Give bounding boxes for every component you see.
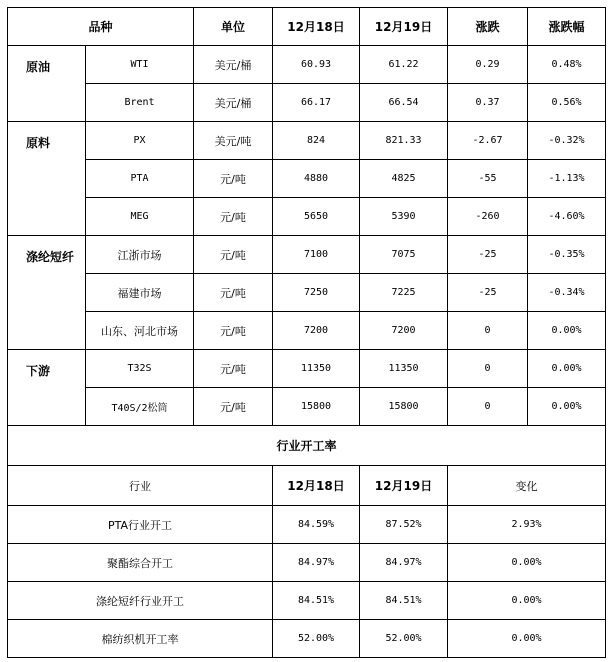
unit-cell: 元/吨 xyxy=(194,236,273,274)
operating-row xyxy=(8,544,606,582)
operating-header-change: 变化 xyxy=(448,466,606,506)
item-name: WTI xyxy=(86,46,194,84)
industry-name: PTA行业开工 xyxy=(8,506,273,544)
operating-value-date2: 84.51% xyxy=(360,582,448,620)
change-pct-cell: -4.60% xyxy=(528,198,606,236)
change-pct-cell: -0.34% xyxy=(528,274,606,312)
table-row xyxy=(8,236,606,274)
change-cell: -25 xyxy=(448,274,528,312)
unit-cell: 美元/桶 xyxy=(194,46,273,84)
value-date1: 7100 xyxy=(273,236,360,274)
unit-cell: 元/吨 xyxy=(194,388,273,426)
operating-header-row xyxy=(8,466,606,506)
operating-value-date1: 84.59% xyxy=(273,506,360,544)
item-name: MEG xyxy=(86,198,194,236)
header-variety: 品种 xyxy=(8,8,194,46)
operating-change: 2.93% xyxy=(448,506,606,544)
unit-cell: 美元/吨 xyxy=(194,122,273,160)
change-pct-cell: 0.00% xyxy=(528,388,606,426)
table-row xyxy=(8,160,606,198)
item-name: T32S xyxy=(86,350,194,388)
header-change-pct: 涨跌幅 xyxy=(528,8,606,46)
table-row xyxy=(8,46,606,84)
change-pct-cell: 0.56% xyxy=(528,84,606,122)
industry-name: 聚酯综合开工 xyxy=(8,544,273,582)
change-pct-cell: -0.35% xyxy=(528,236,606,274)
item-name: PTA xyxy=(86,160,194,198)
table-row xyxy=(8,122,606,160)
price-table-body xyxy=(8,8,606,658)
value-date1: 66.17 xyxy=(273,84,360,122)
change-cell: -25 xyxy=(448,236,528,274)
item-name: Brent xyxy=(86,84,194,122)
table-row xyxy=(8,350,606,388)
value-date2: 4825 xyxy=(360,160,448,198)
header-unit: 单位 xyxy=(194,8,273,46)
value-date2: 61.22 xyxy=(360,46,448,84)
value-date2: 15800 xyxy=(360,388,448,426)
unit-cell: 元/吨 xyxy=(194,198,273,236)
table-row xyxy=(8,198,606,236)
value-date2: 7225 xyxy=(360,274,448,312)
operating-header-date1: 12月18日 xyxy=(273,466,360,506)
table-row xyxy=(8,312,606,350)
value-date1: 15800 xyxy=(273,388,360,426)
item-name: 江浙市场 xyxy=(86,236,194,274)
header-row xyxy=(8,8,606,46)
unit-cell: 元/吨 xyxy=(194,160,273,198)
value-date2: 5390 xyxy=(360,198,448,236)
value-date1: 7200 xyxy=(273,312,360,350)
value-date1: 60.93 xyxy=(273,46,360,84)
change-pct-cell: -1.13% xyxy=(528,160,606,198)
industry-name: 涤纶短纤行业开工 xyxy=(8,582,273,620)
operating-value-date2: 87.52% xyxy=(360,506,448,544)
operating-row xyxy=(8,582,606,620)
change-cell: 0.37 xyxy=(448,84,528,122)
operating-header-date2: 12月19日 xyxy=(360,466,448,506)
value-date2: 7075 xyxy=(360,236,448,274)
header-date2: 12月19日 xyxy=(360,8,448,46)
table-row xyxy=(8,84,606,122)
category-label: 原料 xyxy=(8,122,86,236)
change-cell: 0 xyxy=(448,350,528,388)
industry-name: 棉纺织机开工率 xyxy=(8,620,273,658)
item-name: 山东、河北市场 xyxy=(86,312,194,350)
header-change: 涨跌 xyxy=(448,8,528,46)
value-date1: 4880 xyxy=(273,160,360,198)
price-table xyxy=(7,7,606,658)
operating-value-date1: 84.97% xyxy=(273,544,360,582)
change-pct-cell: 0.00% xyxy=(528,312,606,350)
value-date2: 821.33 xyxy=(360,122,448,160)
change-pct-cell: -0.32% xyxy=(528,122,606,160)
change-cell: 0.29 xyxy=(448,46,528,84)
operating-change: 0.00% xyxy=(448,544,606,582)
value-date1: 824 xyxy=(273,122,360,160)
unit-cell: 元/吨 xyxy=(194,350,273,388)
header-industry: 行业 xyxy=(8,466,273,506)
category-label: 涤纶短纤 xyxy=(8,236,86,350)
change-cell: 0 xyxy=(448,388,528,426)
change-pct-cell: 0.00% xyxy=(528,350,606,388)
value-date1: 5650 xyxy=(273,198,360,236)
section-title: 行业开工率 xyxy=(8,426,606,466)
value-date1: 11350 xyxy=(273,350,360,388)
unit-cell: 元/吨 xyxy=(194,312,273,350)
item-name: 福建市场 xyxy=(86,274,194,312)
header-date1: 12月18日 xyxy=(273,8,360,46)
table-row xyxy=(8,274,606,312)
value-date2: 11350 xyxy=(360,350,448,388)
category-label: 下游 xyxy=(8,350,86,426)
value-date2: 7200 xyxy=(360,312,448,350)
value-date1: 7250 xyxy=(273,274,360,312)
change-cell: 0 xyxy=(448,312,528,350)
change-cell: -260 xyxy=(448,198,528,236)
operating-change: 0.00% xyxy=(448,620,606,658)
section-title-row xyxy=(8,426,606,466)
change-pct-cell: 0.48% xyxy=(528,46,606,84)
category-label: 原油 xyxy=(8,46,86,122)
operating-row xyxy=(8,620,606,658)
operating-value-date1: 84.51% xyxy=(273,582,360,620)
operating-value-date2: 84.97% xyxy=(360,544,448,582)
operating-change: 0.00% xyxy=(448,582,606,620)
operating-value-date1: 52.00% xyxy=(273,620,360,658)
item-name: T40S/2松筒 xyxy=(86,388,194,426)
change-cell: -2.67 xyxy=(448,122,528,160)
change-cell: -55 xyxy=(448,160,528,198)
operating-value-date2: 52.00% xyxy=(360,620,448,658)
value-date2: 66.54 xyxy=(360,84,448,122)
unit-cell: 元/吨 xyxy=(194,274,273,312)
unit-cell: 美元/桶 xyxy=(194,84,273,122)
operating-row xyxy=(8,506,606,544)
item-name: PX xyxy=(86,122,194,160)
table-row xyxy=(8,388,606,426)
